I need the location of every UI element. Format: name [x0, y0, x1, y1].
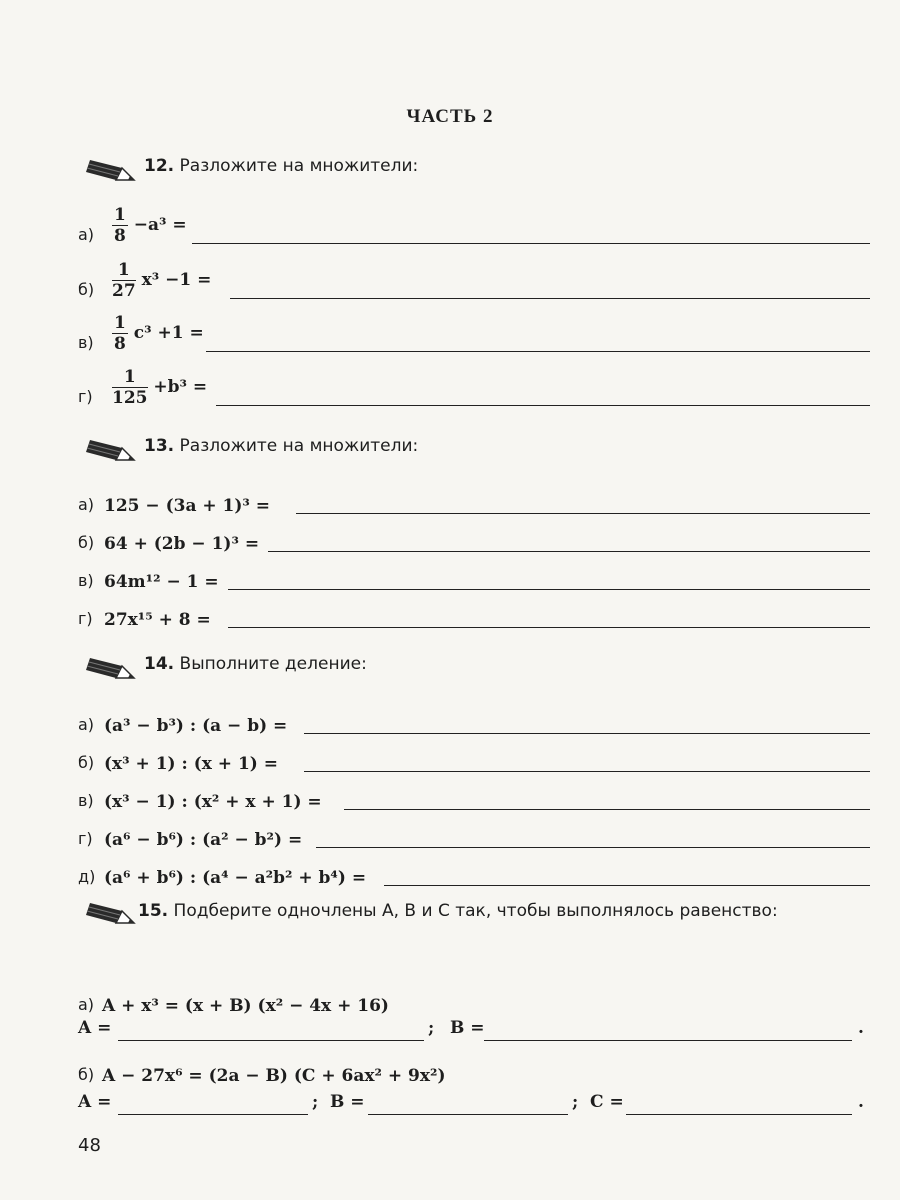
task-15a: а) A + x³ = (x + B) (x² − 4x + 16): [78, 995, 389, 1016]
answer-line[interactable]: [192, 243, 870, 244]
expression: A + x³ = (x + B) (x² − 4x + 16): [102, 996, 389, 1016]
pencil-icon: [86, 648, 136, 682]
expression: (x³ − 1) : (x² + x + 1) =: [104, 792, 322, 812]
task-12c: в) $\frac{1}{8}$ c³ +1 =: [78, 308, 870, 358]
expression: 125 − (3a + 1)³ =: [104, 496, 271, 516]
pencil-icon: [86, 430, 136, 464]
task-13c: в) 64m¹² − 1 =: [78, 546, 870, 596]
expression: 64 + (2b − 1)³ =: [104, 534, 260, 554]
expression: 64m¹² − 1 =: [104, 572, 219, 592]
answer-c-label: C =: [590, 1092, 624, 1112]
task-13a: а) 125 − (3a + 1)³ =: [78, 470, 870, 520]
task-14e: д) (a⁶ + b⁶) : (a⁴ − a²b² + b⁴) =: [78, 842, 870, 892]
expression: A − 27x⁶ = (2a − B) (C + 6ax² + 9x²): [102, 1066, 446, 1086]
task-14-text: 14. Выполните деление:: [144, 654, 367, 674]
task-12-text: 12. Разложите на множители:: [144, 156, 419, 176]
part-title: ЧАСТЬ 2: [406, 106, 494, 127]
workbook-page: ЧАСТЬ 2 12. Разложите на множители: а) $\frac{1}{8}$ −a³ = б) $\frac{1}{27}$ x³ −1 = в) $\frac{1}{8}$ c³ +1 = г) $\frac{1}{125}$ +b³ = 13. Разложите на множители: а) 125 − (3a + 1)³ = б) 64 + (2b − 1)³ = в) 64m¹² − 1 = г) 27x¹⁵ + 8 = 14. Выполните деление: а) (a³ − b³) : (a − b) = б) (x³ + 1) : (x + 1) = в) (x³ − 1) : (x² + x + 1) = г) (a⁶ − b⁶) : (a² − b²) = д) (a⁶ + b⁶) : (a⁴ − a²b² + b⁴) = 15. Подберите одночлены A, B и C так, чтобы выполнялось равенство: а) A + x³ = (x + B) (x² − 4x + 16) A = ; B = . б) A − 27x⁶ = (2a − B) (C + 6ax² + 9x²) A = ; B = ; C = . 48: [0, 0, 900, 1200]
answer-line[interactable]: [228, 627, 870, 628]
answer-b-line[interactable]: [368, 1114, 568, 1115]
expression: (x³ + 1) : (x + 1) =: [104, 754, 278, 774]
expression: $\frac{1}{8}$ −a³ =: [114, 205, 187, 246]
task-14b: б) (x³ + 1) : (x + 1) =: [78, 728, 870, 778]
answer-line[interactable]: [230, 298, 870, 299]
task-15-text: 15. Подберите одночлены A, B и C так, чтобы выполнялось равенство:: [138, 901, 778, 921]
task-14a: а) (a³ − b³) : (a − b) =: [78, 690, 870, 740]
answer-b-label: B =: [450, 1018, 485, 1038]
expression: (a⁶ − b⁶) : (a² − b²) =: [104, 830, 303, 850]
task-14c: в) (x³ − 1) : (x² + x + 1) =: [78, 766, 870, 816]
task-12a: а) $\frac{1}{8}$ −a³ =: [78, 200, 870, 250]
page-number: 48: [78, 1135, 101, 1156]
answer-a-label: A =: [78, 1092, 112, 1112]
answer-a-label: A =: [78, 1018, 112, 1038]
expression: 27x¹⁵ + 8 =: [104, 610, 211, 630]
task-14d: г) (a⁶ − b⁶) : (a² − b²) =: [78, 804, 870, 854]
task-13d: г) 27x¹⁵ + 8 =: [78, 584, 870, 634]
answer-line[interactable]: [216, 405, 870, 406]
expression: $\frac{1}{27}$ x³ −1 =: [112, 260, 212, 301]
expression: (a³ − b³) : (a − b) =: [104, 716, 288, 736]
answer-c-line[interactable]: [626, 1114, 852, 1115]
expression: (a⁶ + b⁶) : (a⁴ − a²b² + b⁴) =: [104, 868, 367, 888]
answer-a-line[interactable]: [118, 1114, 308, 1115]
task-12b: б) $\frac{1}{27}$ x³ −1 =: [78, 255, 870, 305]
task-15b: б) A − 27x⁶ = (2a − B) (C + 6ax² + 9x²): [78, 1065, 446, 1086]
answer-b-label: B =: [330, 1092, 365, 1112]
answer-line[interactable]: [206, 351, 870, 352]
task-13b: б) 64 + (2b − 1)³ =: [78, 508, 870, 558]
task-12d: г) $\frac{1}{125}$ +b³ =: [78, 362, 870, 412]
pencil-icon: [86, 150, 136, 184]
answer-line[interactable]: [384, 885, 870, 886]
expression: $\frac{1}{125}$ +b³ =: [112, 367, 208, 408]
expression: $\frac{1}{8}$ c³ +1 =: [114, 313, 204, 354]
task-13-text: 13. Разложите на множители:: [144, 436, 419, 456]
